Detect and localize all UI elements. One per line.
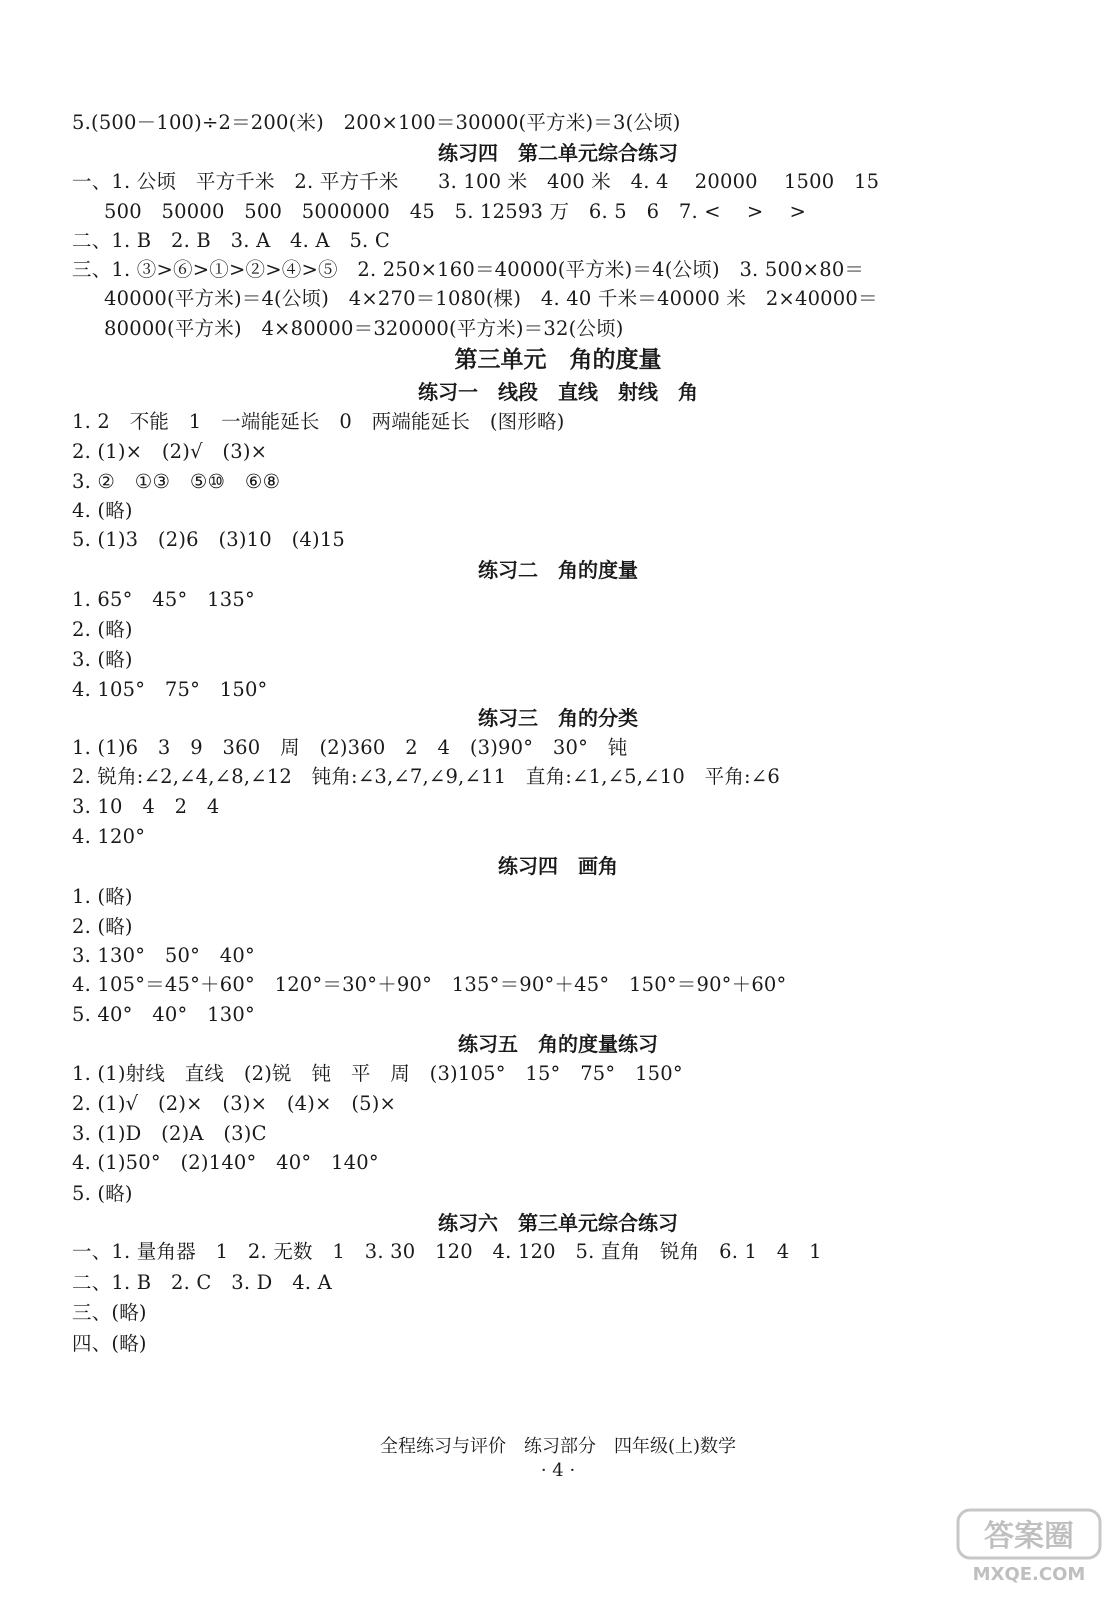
answer-line: 1. (1)射线 直线 (2)锐 钝 平 周 (3)105° 15° 75° 150° [72,1062,683,1085]
answer-line: 一、1. 量角器 1 2. 无数 1 3. 30 120 4. 120 5. 直角 锐角 6. 1 4 1 [72,1240,822,1263]
section-heading: 练习一 线段 直线 射线 角 [418,380,698,404]
answer-line: 1. 65° 45° 135° [72,588,255,611]
answer-line: 1. (略) [72,885,133,908]
answer-line: 2. 锐角:∠2,∠4,∠8,∠12 钝角:∠3,∠7,∠9,∠11 直角:∠1,∠5,∠10 平角:∠6 [72,765,780,788]
section-heading: 练习四 画角 [498,854,618,878]
answer-line: 4. (略) [72,499,133,522]
footer-title: 全程练习与评价 练习部分 四年级(上)数学 [379,1436,737,1457]
answer-line: 4. 120° [72,825,146,848]
answer-line: 1. 2 不能 1 一端能延长 0 两端能延长 (图形略) [72,410,565,433]
answer-line: 4. (1)50° (2)140° 40° 140° [72,1151,379,1174]
answer-line-continued: 80000(平方米) 4×80000＝320000(平方米)＝32(公顷) [104,317,624,340]
answer-line-continued: 40000(平方米)＝4(公顷) 4×270＝1080(棵) 4. 40 千米＝40000 米 2×40000＝ [104,287,878,310]
answer-line: 2. (1)√ (2)× (3)× (4)× (5)× [72,1092,397,1115]
answer-line: 四、(略) [72,1332,147,1355]
section-heading: 练习二 角的度量 [478,558,638,582]
section-heading: 练习五 角的度量练习 [458,1032,658,1056]
answer-line: 4. 105°＝45°＋60° 120°＝30°＋90° 135°＝90°＋45° 150°＝90°＋60° [72,973,787,996]
answer-line: 二、1. B 2. B 3. A 4. A 5. C [72,229,390,252]
watermark-logo [954,1506,1104,1586]
section-heading: 练习三 角的分类 [478,706,638,730]
answer-line: 三、(略) [72,1301,147,1324]
watermark-domain: MXQE.COM [972,1564,1086,1585]
answer-line: 1. (1)6 3 9 360 周 (2)360 2 4 (3)90° 30° 钝 [72,736,628,759]
page-number: · 4 · [540,1460,576,1481]
answer-line: 5. (1)3 (2)6 (3)10 (4)15 [72,528,346,551]
answer-line: 4. 105° 75° 150° [72,678,268,701]
answer-line-continued: 500 50000 500 5000000 45 5. 12593 万 6. 5 6 7. < > > [104,200,807,223]
answer-line: 3. ② ①③ ⑤⑩ ⑥⑧ [72,470,281,493]
answer-line: 5. 40° 40° 130° [72,1003,255,1026]
answer-line: 2. (1)× (2)√ (3)× [72,440,268,463]
answer-line: 三、1. ③>⑥>①>②>④>⑤ 2. 250×160＝40000(平方米)＝4(公顷) 3. 500×80＝ [72,258,865,281]
answer-line: 二、1. B 2. C 3. D 4. A [72,1271,332,1294]
answer-line: 3. 10 4 2 4 [72,795,220,818]
unit-title: 第三单元 角的度量 [454,347,662,373]
answer-line: 2. (略) [72,618,133,641]
answer-line: 3. 130° 50° 40° [72,944,255,967]
answer-line: 一、1. 公顷 平方千米 2. 平方千米 3. 100 米 400 米 4. 4 20000 1500 15 [72,170,880,193]
answer-line: 2. (略) [72,915,133,938]
answer-line: 5.(500－100)÷2＝200(米) 200×100＝30000(平方米)＝3(公顷) [72,111,681,134]
answer-line: 5. (略) [72,1182,133,1205]
answer-line: 3. (略) [72,648,133,671]
watermark-text: 答案圈 [984,1519,1074,1554]
section-heading: 练习六 第三单元综合练习 [438,1211,678,1235]
answer-line: 3. (1)D (2)A (3)C [72,1122,267,1145]
section-heading: 练习四 第二单元综合练习 [438,141,678,165]
